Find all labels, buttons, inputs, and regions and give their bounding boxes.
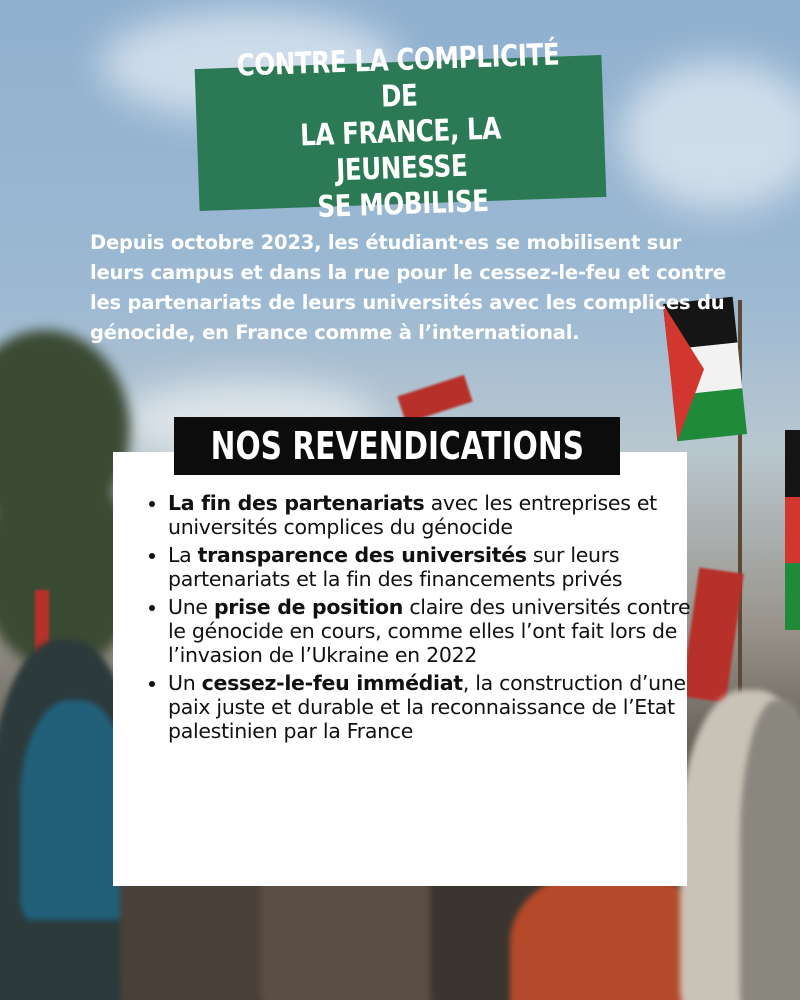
intro-text: Depuis octobre 2023, les étudiant·es se mobilisent sur leurs campus et dans la rue pour le cessez-le-feu et contre les partenariats de leurs universités avec les complices du génocide, en France comme à l’international. — [90, 231, 726, 344]
section-header — [174, 417, 620, 475]
list-item: • La fin des partenariats avec les entreprises et universités complices du génocide — [168, 491, 708, 539]
demands-list — [140, 491, 708, 747]
list-item: • Une prise de position claire des universités contre le génocide en cours, comme elles l’ont fait lors de l’invasion de l’Ukraine en 2022 — [168, 595, 708, 667]
palestine-flag — [785, 430, 800, 630]
page-title: CONTRE LA COMPLICITÉ DE LA FRANCE, LA JEUNESSE SE MOBILISE — [236, 37, 560, 225]
list-item: • Un cessez-le-feu immédiat, la construction d’une paix juste et durable et la reconnaissance de l’Etat palestinien par la France — [168, 671, 708, 743]
list-item: • La transparence des universités sur leurs partenariats et la fin des financements privés — [168, 543, 708, 591]
section-title: NOS REVENDICATIONS — [210, 424, 584, 468]
title-banner — [195, 37, 607, 225]
